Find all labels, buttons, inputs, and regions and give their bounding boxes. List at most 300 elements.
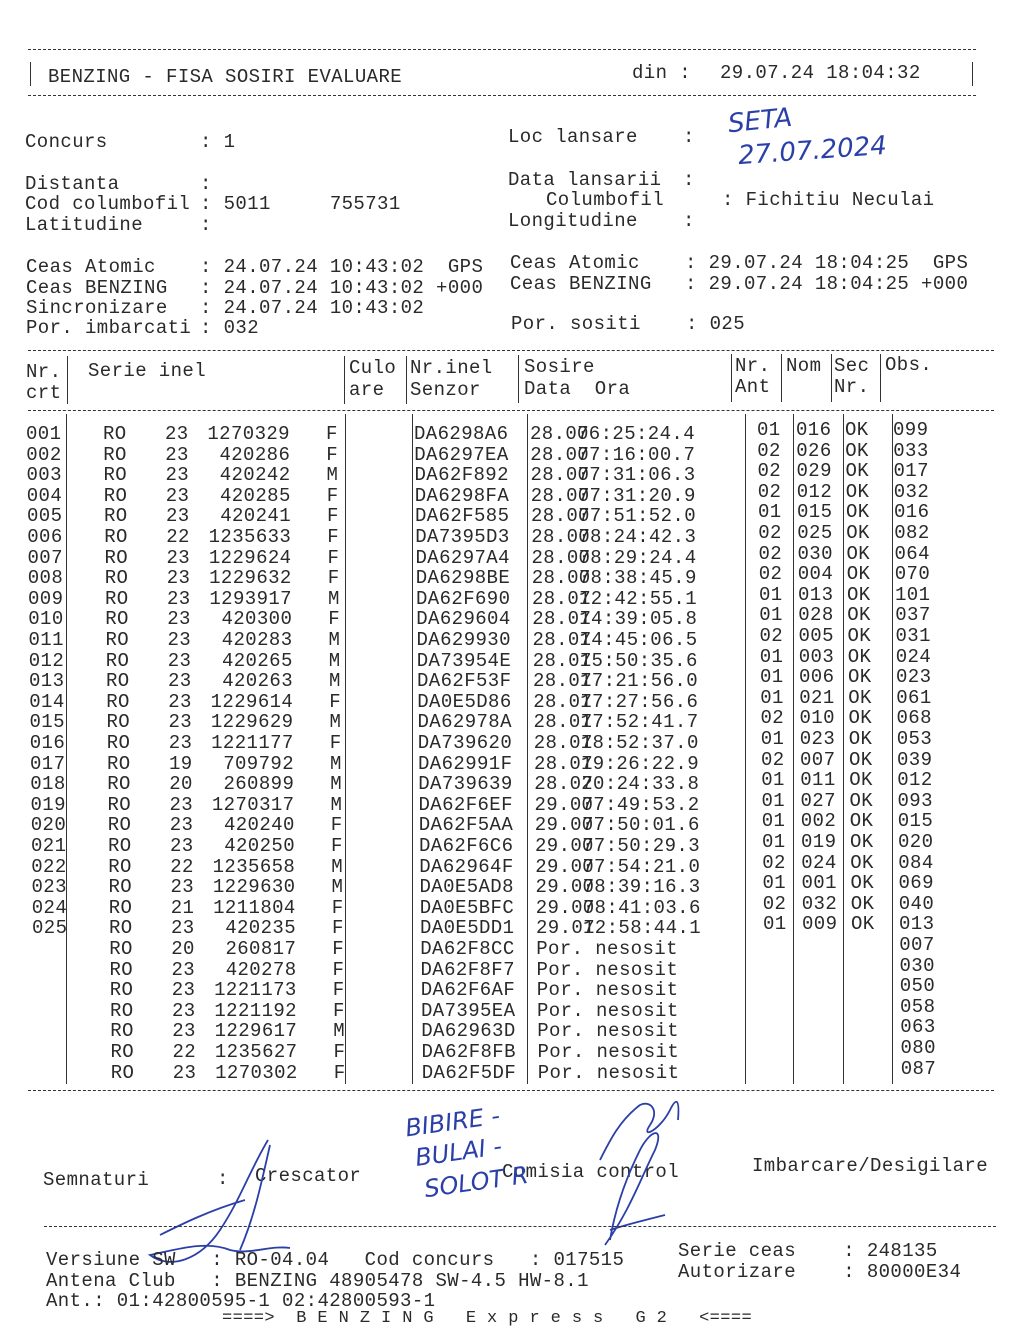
cell-sensor-id: DA62F5AA <box>418 814 514 837</box>
cell-sex: M <box>329 711 342 734</box>
cell-nr-ant: 01 <box>761 769 785 792</box>
cell-obs: 082 <box>894 522 930 544</box>
cell-arrival-time: 20:24:33.8 <box>581 773 700 796</box>
cell-sec-nr: OK <box>851 913 875 936</box>
cell-obs: 080 <box>900 1037 936 1059</box>
por-sositi-label: Por. sositi <box>511 313 641 335</box>
cell-country: RO <box>110 1041 135 1063</box>
cell-sex: M <box>328 587 340 610</box>
cell-arrival-date: 28.07 <box>533 690 593 713</box>
cell-sec-nr: OK <box>849 789 874 812</box>
cell-nom: 003 <box>798 645 835 668</box>
cell-nr-ant: 01 <box>761 810 786 833</box>
cell-nr-crt: 016 <box>29 732 66 754</box>
cell-country: RO <box>107 773 131 796</box>
cell-nr-crt: 002 <box>26 443 62 466</box>
cell-nr-crt: 006 <box>27 526 63 548</box>
body-sep <box>412 414 413 1084</box>
cell-sex: F <box>328 608 341 631</box>
cell-nom: 007 <box>800 748 836 771</box>
loc-lansare-label: Loc lansare <box>508 126 638 148</box>
cell-arrival-time: 12:42:55.1 <box>579 587 698 610</box>
col-sosire-2: Data Ora <box>524 378 631 400</box>
cell-nom: 013 <box>798 583 834 606</box>
cell-obs: 030 <box>899 954 935 977</box>
cell-sex: F <box>332 938 345 960</box>
cell-sec-nr: OK <box>850 831 874 853</box>
cell-country: RO <box>104 526 128 548</box>
col-sec-nr-1: Sec <box>834 355 870 377</box>
cell-obs: 070 <box>894 563 931 586</box>
cell-sensor-id: DA62F8CC <box>420 938 515 960</box>
cell-country: RO <box>105 629 130 651</box>
cell-sensor-id: DA73954E <box>416 649 512 672</box>
hdr-sep <box>344 356 345 404</box>
cell-arrival-time: 08:38:45.9 <box>578 567 697 590</box>
cell-nr-crt: 009 <box>28 587 64 610</box>
col-culoare-1: Culo <box>349 357 397 379</box>
cell-nr-crt: 021 <box>31 835 67 857</box>
cell-sex: F <box>331 896 344 919</box>
antena-club: Antena Club : BENZING 48905478 SW-4.5 HW-8.1 <box>46 1270 589 1292</box>
cell-arrival-date: Por. nesosit <box>536 958 679 981</box>
cell-ring-number: 1270317 <box>211 793 295 816</box>
ceas-benzing-end-label: Ceas BENZING <box>510 273 652 295</box>
col-serie-inel: Serie inel <box>88 360 207 382</box>
cell-year: 23 <box>167 649 192 672</box>
cell-year: 23 <box>169 814 194 837</box>
cell-arrival-time: 17:52:41.7 <box>580 711 699 734</box>
cell-sec-nr: OK <box>848 728 873 750</box>
cell-sex: M <box>330 773 343 796</box>
cell-arrival-date: 28.07 <box>530 484 590 507</box>
cell-sensor-id: DA62F5DF <box>421 1061 517 1084</box>
cell-sec-nr: OK <box>846 522 870 544</box>
cell-nr-crt: 010 <box>28 608 64 631</box>
cell-country: RO <box>104 546 129 569</box>
cell-sex: F <box>331 835 343 857</box>
cell-nr-ant: 01 <box>760 686 784 709</box>
cell-ring-number: 1229614 <box>210 690 294 713</box>
cell-obs: 039 <box>897 748 933 771</box>
cell-year: 23 <box>168 711 193 734</box>
cell-obs: 068 <box>896 707 932 730</box>
cell-year: 23 <box>165 484 190 507</box>
latitudine-label: Latitudine <box>25 214 144 236</box>
cell-sec-nr: OK <box>845 460 870 483</box>
comisia-control-label: Comisia control <box>502 1161 680 1183</box>
cell-nr-ant: 01 <box>759 583 783 606</box>
cell-obs: 084 <box>898 851 934 874</box>
cell-obs: 032 <box>893 480 930 503</box>
cell-country: RO <box>105 649 130 672</box>
cell-sensor-id: DA62F6EF <box>418 793 513 816</box>
ceas-benzing-start-label: Ceas BENZING <box>26 277 168 299</box>
cell-nr-ant: 02 <box>757 480 782 503</box>
cell-sec-nr: OK <box>848 666 872 689</box>
cell-arrival-date: 28.07 <box>532 608 592 631</box>
cell-nr-crt: 025 <box>32 917 68 940</box>
cell-arrival-time: 07:50:01.6 <box>581 814 700 837</box>
cell-sec-nr: OK <box>845 419 869 441</box>
cell-sec-nr: OK <box>850 851 874 874</box>
cell-country: RO <box>107 793 132 816</box>
cod-columbofil-label: Cod columbofil <box>25 193 191 215</box>
longitudine-label: Longitudine <box>508 210 638 232</box>
cell-sex: F <box>329 690 342 713</box>
cell-nr-ant: 01 <box>760 666 784 689</box>
cell-obs: 064 <box>894 542 930 565</box>
autorizare: Autorizare : 80000E34 <box>678 1261 962 1283</box>
cod-columbofil-value: : 5011 755731 <box>200 193 401 215</box>
cell-sec-nr: OK <box>849 748 873 771</box>
cell-arrival-date: 28.07 <box>531 546 591 569</box>
cell-arrival-date: Por. nesosit <box>537 1020 679 1043</box>
cell-ring-number: 1235633 <box>208 526 292 548</box>
cell-sensor-id: DA62F585 <box>415 505 510 528</box>
cell-arrival-date: 29.07 <box>534 814 594 837</box>
cell-obs: 031 <box>895 625 931 647</box>
cell-year: 22 <box>172 1041 197 1063</box>
serie-ceas: Serie ceas : 248135 <box>678 1240 938 1262</box>
cell-ring-number: 420286 <box>219 443 291 466</box>
cell-arrival-date: 28.07 <box>532 587 592 610</box>
body-sep <box>892 414 893 1084</box>
cell-nr-ant: 02 <box>757 439 781 462</box>
cell-ring-number: 420265 <box>221 649 293 672</box>
comisia-signature-2 <box>605 1133 665 1245</box>
cell-sex: F <box>326 443 339 466</box>
body-sep <box>793 414 794 1084</box>
cell-country: RO <box>109 917 133 940</box>
cell-ring-number: 420285 <box>219 484 291 507</box>
col-nr-crt-1: Nr. <box>26 361 62 383</box>
cell-arrival-time: 19:26:22.9 <box>581 752 700 775</box>
cell-sex: M <box>331 876 344 899</box>
body-sep <box>843 414 844 1084</box>
semnaturi-colon: : <box>217 1168 229 1190</box>
cell-sec-nr: OK <box>850 892 875 915</box>
ceas-benzing-end-value: : 29.07.24 18:04:25 +000 <box>685 273 969 295</box>
col-sec-nr-2: Nr. <box>834 376 870 398</box>
cell-sex: F <box>333 999 345 1022</box>
versiune-sw: Versiune SW : RO-04.04 Cod concurs : 017515 <box>46 1249 625 1271</box>
cell-nom: 005 <box>798 625 834 647</box>
cell-sensor-id: DA6297EA <box>414 443 509 466</box>
cell-sex: M <box>326 464 339 487</box>
cell-sex: F <box>329 732 342 754</box>
cell-sex: F <box>327 567 340 590</box>
cell-arrival-date: 29.07 <box>535 855 595 878</box>
cell-obs: 037 <box>895 604 931 627</box>
cell-sec-nr: OK <box>849 769 873 792</box>
cell-arrival-time: 06:25:24.4 <box>577 423 696 445</box>
cell-nom: 001 <box>801 872 837 895</box>
cell-nom: 015 <box>797 501 833 524</box>
cell-ring-number: 420242 <box>219 464 291 487</box>
cell-sex: F <box>327 505 339 528</box>
cell-year: 22 <box>170 855 194 878</box>
hdr-sep <box>67 356 68 404</box>
data-lansarii-label: Data lansarii <box>508 169 662 191</box>
cell-arrival-time: 08:39:16.3 <box>582 876 701 899</box>
cell-nom: 016 <box>796 419 832 441</box>
cell-country: RO <box>106 690 130 713</box>
cell-sec-nr: OK <box>847 583 871 606</box>
col-senzor-2: Senzor <box>410 379 481 401</box>
ceas-atomic-start-label: Ceas Atomic <box>26 256 156 278</box>
cell-nr-crt: 022 <box>31 855 67 878</box>
cell-nr-crt: 012 <box>28 649 65 672</box>
cell-ring-number: 1221177 <box>211 732 294 754</box>
cell-ring-number: 1270302 <box>215 1061 298 1084</box>
cell-ring-number: 420283 <box>221 629 293 651</box>
cell-year: 20 <box>169 773 193 796</box>
cell-nr-ant: 01 <box>760 728 785 750</box>
cell-year: 23 <box>168 732 193 754</box>
cell-nr-ant: 01 <box>759 604 783 627</box>
cell-sex: M <box>328 629 341 651</box>
cell-obs: 058 <box>900 995 936 1018</box>
cell-arrival-date: 28.07 <box>533 732 593 754</box>
data-lansarii-value: : <box>683 169 695 191</box>
cell-arrival-date: 28.07 <box>534 752 594 775</box>
cell-ring-number: 260899 <box>223 773 295 796</box>
cell-sex: M <box>329 670 341 693</box>
cell-nom: 011 <box>800 769 836 792</box>
cell-nr-crt: 023 <box>31 876 67 899</box>
loc-lansare-value: : <box>683 126 695 148</box>
cell-country: RO <box>106 711 131 734</box>
cell-sensor-id: DA62F8F7 <box>420 958 515 981</box>
cell-ring-number: 420278 <box>225 958 297 981</box>
cell-sec-nr: OK <box>846 563 871 586</box>
cell-arrival-time: 08:29:24.4 <box>578 546 697 569</box>
cell-nr-crt: 007 <box>27 546 63 569</box>
cell-sex: F <box>333 1041 346 1063</box>
cell-arrival-date: Por. nesosit <box>536 979 679 1002</box>
cell-sensor-id: DA62F690 <box>416 587 511 610</box>
cell-sex: F <box>327 526 340 548</box>
cell-country: RO <box>103 484 128 507</box>
cell-nr-crt: 014 <box>29 690 65 713</box>
cell-sensor-id: DA0E5BFC <box>419 896 515 919</box>
cell-country: RO <box>110 999 134 1022</box>
cell-ring-number: 420235 <box>225 917 296 940</box>
cell-obs: 040 <box>898 892 935 915</box>
cell-ring-number: 420263 <box>222 670 293 693</box>
imbarcare-desigilare-label: Imbarcare/Desigilare <box>752 1155 989 1177</box>
hdr-sep <box>831 354 832 402</box>
cell-arrival-time: 07:31:06.3 <box>577 464 696 487</box>
cell-nr-crt: 017 <box>30 752 66 775</box>
cell-arrival-time: 17:27:56.6 <box>580 690 699 713</box>
cell-sensor-id: DA62978A <box>417 711 512 734</box>
cell-arrival-date: Por. nesosit <box>536 938 678 960</box>
cell-sensor-id: DA0E5D86 <box>417 690 512 713</box>
cell-ring-number: 420250 <box>224 835 295 857</box>
cell-nom: 029 <box>796 460 832 483</box>
cell-ring-number: 260817 <box>225 938 297 960</box>
handwritten-loc-lansare: SETA <box>726 102 794 140</box>
cell-sensor-id: DA62F6AF <box>420 979 516 1002</box>
cell-sec-nr: OK <box>849 810 874 833</box>
din-value: 29.07.24 18:04:32 <box>720 62 921 84</box>
cell-sex: M <box>330 752 342 775</box>
cell-year: 19 <box>169 752 193 775</box>
cell-nr-ant: 02 <box>760 707 785 730</box>
din-label: din : <box>632 62 692 84</box>
cell-obs: 012 <box>897 769 933 792</box>
cell-nr-crt: 011 <box>28 629 64 651</box>
cell-ring-number: 420240 <box>223 814 295 837</box>
body-sep <box>345 414 346 1084</box>
cell-country: RO <box>109 938 133 960</box>
cell-nr-crt: 008 <box>27 567 64 590</box>
cell-obs: 053 <box>896 728 933 750</box>
cell-year: 23 <box>169 793 194 816</box>
cell-arrival-date: 28.07 <box>530 443 590 466</box>
cell-arrival-date: 29.07 <box>535 835 595 857</box>
benzing-express-banner: ====> B E N Z I N G E x p r e s s G 2 <==== <box>222 1309 753 1328</box>
cell-obs: 033 <box>893 439 929 462</box>
cell-sensor-id: DA62963D <box>421 1020 516 1043</box>
ceas-atomic-end-value: : 29.07.24 18:04:25 GPS <box>685 252 969 274</box>
cell-country: RO <box>107 752 131 775</box>
cell-nr-crt: 015 <box>29 711 65 734</box>
cell-arrival-time: 15:50:35.6 <box>579 649 698 672</box>
cell-sec-nr: OK <box>846 501 870 524</box>
cell-arrival-time: 12:58:44.1 <box>583 917 702 940</box>
cell-ring-number: 709792 <box>223 752 294 775</box>
handwritten-comisia-2: BULAI - <box>413 1132 504 1172</box>
cell-nr-crt: 003 <box>26 464 62 487</box>
cell-arrival-time: 07:50:29.3 <box>582 835 701 857</box>
cell-obs: 093 <box>897 789 933 812</box>
cell-nr-ant: 02 <box>759 625 784 647</box>
cell-obs: 024 <box>895 645 932 668</box>
cell-nr-ant: 02 <box>762 892 787 915</box>
cell-obs: 013 <box>899 913 935 936</box>
cell-sec-nr: OK <box>845 439 869 462</box>
cell-country: RO <box>104 505 128 528</box>
cell-sensor-id: DA62F6C6 <box>419 835 514 857</box>
cell-year: 21 <box>170 896 195 919</box>
cell-arrival-time: 17:21:56.0 <box>580 670 699 693</box>
cell-ring-number: 1270329 <box>207 423 290 445</box>
concurs-value: : 1 <box>200 131 236 153</box>
cell-sensor-id: DA6298BE <box>415 567 511 590</box>
cell-ring-number: 1229617 <box>214 1020 298 1043</box>
table-header-bottom-rule <box>28 410 994 411</box>
cell-arrival-date: 28.07 <box>531 567 591 590</box>
cell-arrival-time: 07:54:21.0 <box>582 855 701 878</box>
cell-year: 23 <box>171 958 196 981</box>
cell-arrival-date: Por. nesosit <box>537 1061 680 1084</box>
cell-arrival-date: 29.07 <box>535 896 595 919</box>
cell-country: RO <box>103 464 128 487</box>
distanta-label: Distanta <box>25 173 120 195</box>
cell-obs: 069 <box>898 872 934 895</box>
cell-ring-number: 420241 <box>220 505 291 528</box>
cell-arrival-time: 07:16:00.7 <box>577 443 696 466</box>
cell-arrival-date: 29.07 <box>535 876 595 899</box>
cell-nr-crt: 001 <box>26 423 62 445</box>
cell-year: 23 <box>167 629 192 651</box>
sincronizare-label: Sincronizare <box>26 297 168 319</box>
cell-sensor-id: DA0E5DD1 <box>420 917 515 940</box>
header-right-border <box>972 62 973 86</box>
cell-arrival-date: 28.07 <box>531 526 591 548</box>
cell-nr-crt: 004 <box>26 484 63 507</box>
cell-sensor-id: DA62991F <box>418 752 513 775</box>
body-sep <box>527 414 528 1084</box>
cell-country: RO <box>108 835 132 857</box>
cell-sensor-id: DA629930 <box>416 629 511 651</box>
cell-arrival-date: 28.07 <box>530 464 590 487</box>
hdr-sep <box>781 354 782 402</box>
cell-country: RO <box>105 608 129 631</box>
cell-country: RO <box>107 814 132 837</box>
cell-country: RO <box>105 587 129 610</box>
cell-nr-crt: 020 <box>30 814 67 837</box>
cell-arrival-time: 07:51:52.0 <box>578 505 697 528</box>
cell-nom: 032 <box>801 892 838 915</box>
cell-country: RO <box>103 423 127 445</box>
cell-obs: 015 <box>897 810 934 833</box>
cell-sensor-id: DA6297A4 <box>415 546 510 569</box>
cell-arrival-time: 14:39:05.8 <box>579 608 698 631</box>
cell-sensor-id: DA739639 <box>418 773 513 796</box>
cell-nom: 025 <box>797 522 833 544</box>
cell-obs: 087 <box>900 1057 937 1080</box>
table-bottom-rule <box>28 1090 994 1091</box>
cell-year: 23 <box>168 690 192 713</box>
cell-country: RO <box>109 979 134 1002</box>
cell-ring-number: 1221192 <box>214 999 297 1022</box>
ceas-atomic-start-value: : 24.07.24 10:43:02 GPS <box>200 256 484 278</box>
cell-arrival-date: 29.07 <box>536 917 596 940</box>
cell-nom: 010 <box>799 707 835 730</box>
cell-nr-ant: 01 <box>761 789 786 812</box>
por-imbarcati-label: Por. imbarcati <box>26 317 192 339</box>
cell-country: RO <box>106 670 130 693</box>
cell-nom: 012 <box>796 480 833 503</box>
cell-nr-crt: 019 <box>30 793 66 816</box>
cell-sensor-id: DA0E5AD8 <box>419 876 514 899</box>
cell-arrival-time: 08:41:03.6 <box>582 896 701 919</box>
header-bottom-rule <box>28 95 976 96</box>
hdr-sep <box>880 354 881 402</box>
cell-sensor-id: DA6298FA <box>414 484 510 507</box>
cell-year: 23 <box>170 835 194 857</box>
cell-sec-nr: OK <box>847 645 872 668</box>
cell-country: RO <box>109 958 134 981</box>
cell-obs: 007 <box>899 934 935 956</box>
cell-year: 23 <box>171 917 195 940</box>
cell-sex: M <box>330 793 343 816</box>
cell-obs: 101 <box>895 583 931 606</box>
cell-arrival-time: 08:24:42.3 <box>578 526 697 548</box>
cell-ring-number: 1229624 <box>208 546 292 569</box>
cell-sex: F <box>326 484 339 507</box>
cell-nr-ant: 02 <box>757 460 782 483</box>
cell-ring-number: 1229630 <box>212 876 296 899</box>
cell-country: RO <box>110 1020 134 1043</box>
cell-sensor-id: DA629604 <box>416 608 511 631</box>
cell-nom: 028 <box>798 604 834 627</box>
col-nom: Nom <box>786 355 822 377</box>
